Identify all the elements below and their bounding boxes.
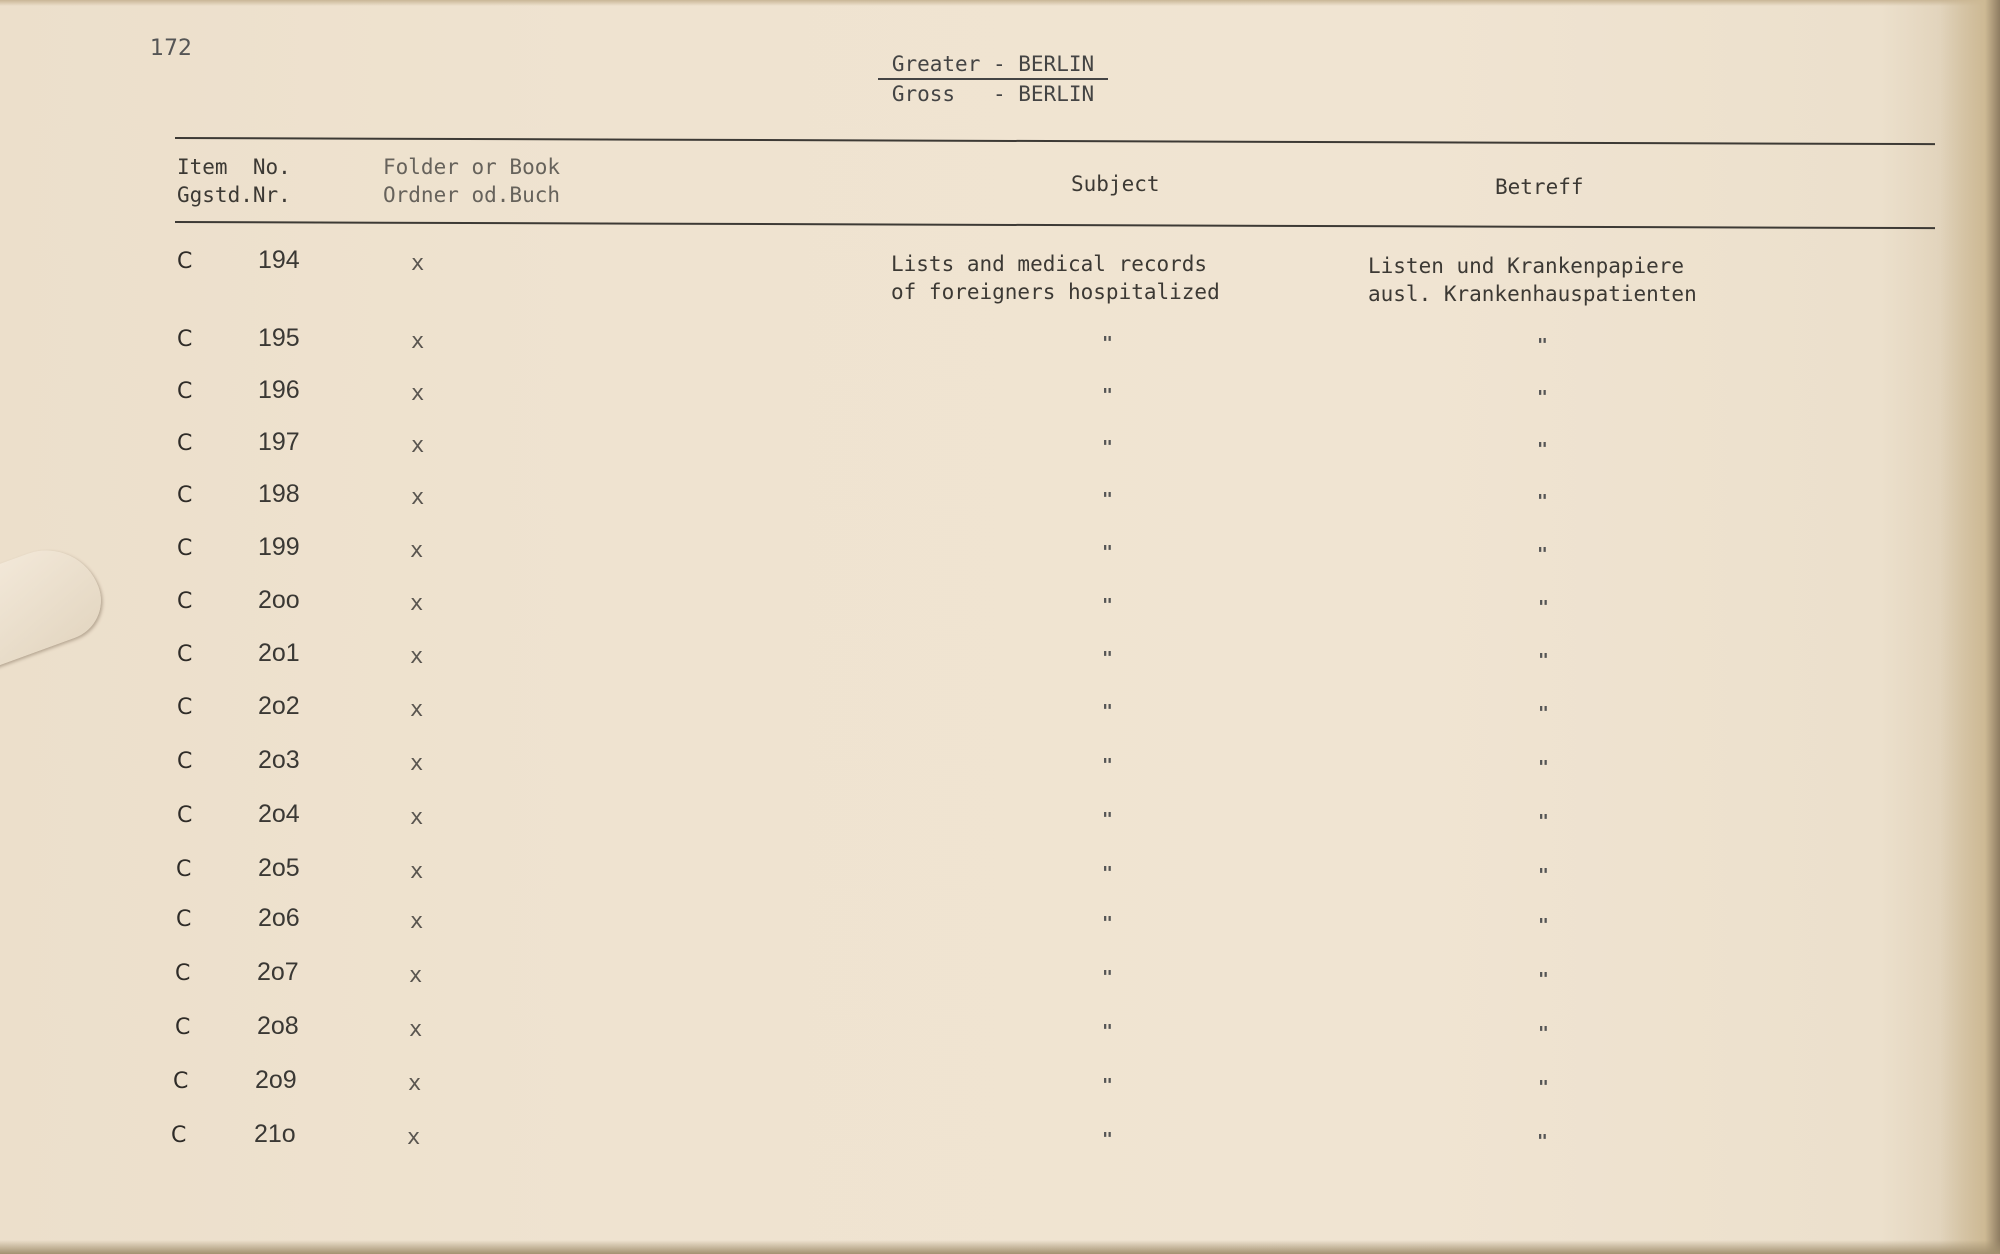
betreff-ditto: " [1538, 865, 1549, 886]
betreff-ditto: " [1538, 1077, 1549, 1098]
betreff-ditto: " [1537, 1131, 1548, 1152]
item-number: 2oo [258, 586, 300, 614]
item-number: 2o5 [258, 854, 300, 882]
betreff-ditto: " [1537, 387, 1548, 408]
page-title [878, 52, 1108, 106]
betreff-ditto: " [1538, 811, 1549, 832]
title-english: Greater - BERLIN [891, 52, 1095, 76]
item-number: 199 [258, 533, 300, 561]
subject-ditto: " [1102, 595, 1113, 616]
item-number: 2o9 [255, 1066, 297, 1094]
item-number: 2o7 [257, 958, 299, 986]
item-code: C [177, 749, 193, 774]
column-header-item-de: Ggstd.Nr. [177, 183, 291, 207]
item-code: C [177, 249, 193, 274]
item-code: C [176, 857, 192, 882]
folder-mark: x [410, 591, 424, 616]
item-number: 2o2 [258, 692, 300, 720]
subject-ditto: " [1102, 437, 1113, 458]
item-code: C [177, 327, 193, 352]
item-code: C [176, 907, 192, 932]
folder-mark: x [411, 381, 425, 406]
betreff-ditto: " [1537, 544, 1548, 565]
subject-ditto: " [1102, 489, 1113, 510]
betreff-ditto: " [1537, 335, 1548, 356]
item-code: C [175, 1015, 191, 1040]
subject-ditto: " [1102, 967, 1113, 988]
subject-ditto: " [1102, 913, 1113, 934]
folder-mark: x [410, 859, 424, 884]
betreff-ditto: " [1538, 650, 1549, 671]
betreff-ditto: " [1537, 439, 1548, 460]
folder-mark: x [410, 909, 424, 934]
folder-mark: x [411, 485, 425, 510]
item-number: 2o3 [258, 746, 300, 774]
item-number: 195 [258, 324, 300, 352]
item-code: C [177, 483, 193, 508]
item-code: C [171, 1123, 187, 1148]
page-top-edge [0, 0, 2000, 6]
item-code: C [173, 1069, 189, 1094]
subject-ditto: " [1102, 542, 1113, 563]
folder-mark: x [410, 644, 424, 669]
subject-ditto: " [1102, 863, 1113, 884]
subject-ditto: " [1102, 385, 1113, 406]
betreff-ditto: " [1538, 757, 1549, 778]
item-code: C [177, 695, 193, 720]
folder-mark: x [411, 329, 425, 354]
page-binding-edge [1940, 0, 2000, 1254]
column-header-item-en: Item No. [177, 155, 291, 179]
header-bottom-rule [175, 221, 1935, 229]
item-number: 21o [254, 1120, 296, 1148]
folder-mark: x [411, 251, 425, 276]
subject-ditto: " [1102, 701, 1113, 722]
folder-mark: x [411, 433, 425, 458]
folder-mark: x [410, 805, 424, 830]
item-code: C [177, 589, 193, 614]
betreff-ditto: " [1538, 1023, 1549, 1044]
header-top-rule [175, 137, 1935, 145]
folder-mark: x [409, 963, 423, 988]
item-code: C [177, 379, 193, 404]
item-number: 2o6 [258, 904, 300, 932]
title-german: Gross - BERLIN [878, 78, 1108, 106]
page-bottom-edge [0, 1240, 2000, 1254]
folder-mark: x [410, 538, 424, 563]
item-number: 198 [258, 480, 300, 508]
folder-mark: x [409, 1017, 423, 1042]
index-tab [0, 535, 112, 672]
subject-text: Lists and medical records of foreigners hospitalized [891, 252, 1220, 304]
betreff-ditto: " [1538, 915, 1549, 936]
betreff-ditto: " [1538, 703, 1549, 724]
betreff-ditto: " [1538, 597, 1549, 618]
item-number: 197 [258, 428, 300, 456]
item-code: C [177, 803, 193, 828]
betreff-text: Listen und Krankenpapiere ausl. Krankenhauspatienten [1368, 254, 1697, 306]
item-number: 2o4 [258, 800, 300, 828]
folder-mark: x [408, 1071, 422, 1096]
column-header-folder-de: Ordner od.Buch [383, 183, 561, 207]
item-number: 2o8 [257, 1012, 299, 1040]
subject-ditto: " [1102, 1075, 1113, 1096]
column-header-folder-en: Folder or Book [383, 155, 561, 179]
item-code: C [177, 431, 193, 456]
item-code: C [175, 961, 191, 986]
betreff-ditto: " [1537, 491, 1548, 512]
item-number: 2o1 [258, 639, 300, 667]
column-header-betreff: Betreff [1495, 175, 1584, 199]
folder-mark: x [407, 1125, 421, 1150]
subject-ditto: " [1102, 333, 1113, 354]
column-header-folder [383, 153, 560, 209]
item-number: 196 [258, 376, 300, 404]
column-header-subject: Subject [1071, 172, 1160, 196]
subject-ditto: " [1102, 648, 1113, 669]
item-code: C [177, 536, 193, 561]
folder-mark: x [410, 751, 424, 776]
subject-ditto: " [1102, 1021, 1113, 1042]
subject-ditto: " [1102, 1129, 1113, 1150]
column-header-item [177, 153, 291, 209]
betreff-ditto: " [1538, 969, 1549, 990]
item-code: C [177, 642, 193, 667]
subject-ditto: " [1102, 809, 1113, 830]
page-number: 172 [150, 36, 192, 61]
subject-ditto: " [1102, 755, 1113, 776]
item-number: 194 [258, 246, 300, 274]
folder-mark: x [410, 697, 424, 722]
